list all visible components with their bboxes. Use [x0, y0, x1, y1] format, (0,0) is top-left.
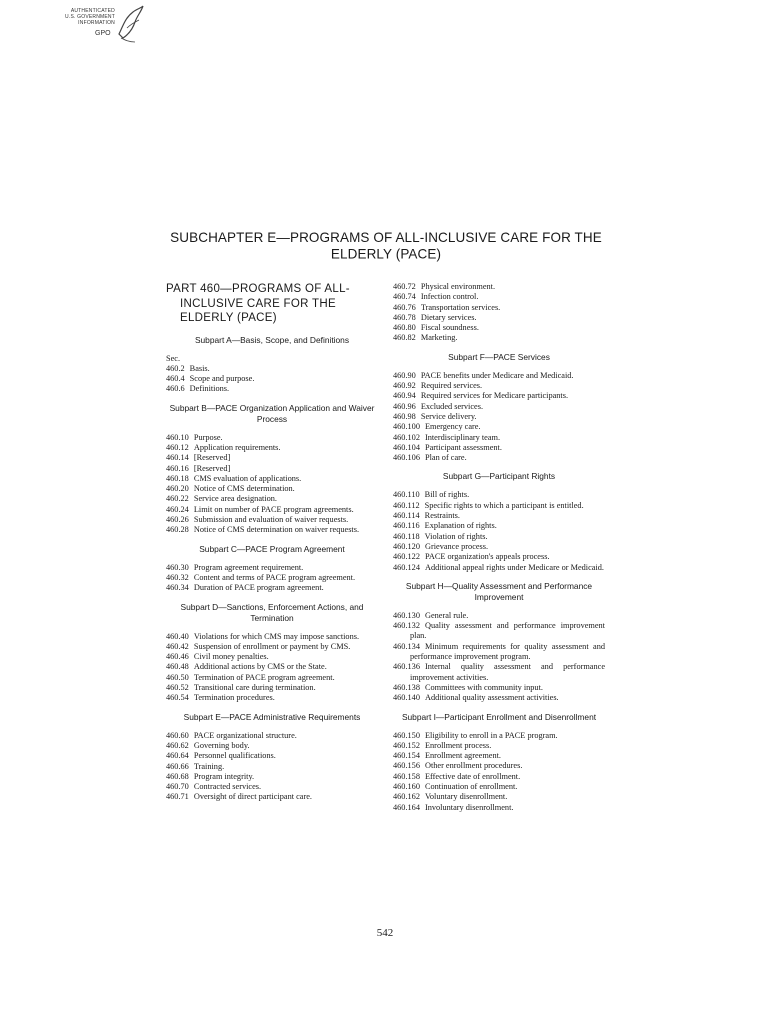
- section-number: 460.100: [393, 422, 420, 432]
- right-sections: [393, 282, 605, 813]
- section-title: PACE benefits under Medicare and Medicaid.: [420, 370, 574, 380]
- section-title: Emergency care.: [424, 422, 481, 432]
- section-number: 460.46: [166, 652, 189, 662]
- section-entry: [166, 374, 378, 384]
- section-entry: [393, 391, 605, 401]
- section-entry: [393, 303, 605, 313]
- section-number: 460.136: [393, 662, 420, 672]
- section-number: 460.130: [393, 610, 420, 620]
- section-title: Civil money penalties.: [193, 652, 269, 662]
- section-title: Program integrity.: [193, 771, 255, 781]
- section-entry: [393, 693, 605, 703]
- section-list: [166, 433, 378, 536]
- section-number: 460.162: [393, 792, 420, 802]
- subpart-heading: Subpart G—Participant Rights: [442, 471, 556, 482]
- section-entry: [393, 412, 605, 422]
- section-entry: [166, 772, 378, 782]
- section-title: Internal quality assessment and performance improvement activities.: [410, 662, 605, 682]
- section-title: Enrollment process.: [424, 740, 492, 750]
- section-list: [166, 563, 378, 594]
- section-entry: [393, 772, 605, 782]
- section-entry: [393, 532, 605, 542]
- section-number: 460.164: [393, 802, 420, 812]
- section-title: Transitional care during termination.: [193, 683, 316, 693]
- section-entry: [393, 381, 605, 391]
- section-title: Service delivery.: [420, 411, 477, 421]
- section-number: 460.10: [166, 432, 189, 442]
- seal-line-1: AUTHENTICATED: [70, 8, 115, 14]
- section-title: Termination procedures.: [193, 693, 275, 703]
- section-number: 460.34: [166, 583, 189, 593]
- left-column: [166, 282, 378, 803]
- section-title: Fiscal soundness.: [420, 323, 479, 333]
- section-entry: [393, 542, 605, 552]
- section-title: Content and terms of PACE program agreement.: [193, 572, 356, 582]
- section-number: 460.82: [393, 333, 416, 343]
- subpart-heading: Subpart C—PACE Program Agreement: [199, 543, 345, 554]
- section-entry: [393, 751, 605, 761]
- section-number: 460.24: [166, 504, 189, 514]
- section-number: 460.122: [393, 552, 420, 562]
- section-title: PACE organizational structure.: [193, 730, 297, 740]
- section-number: 460.52: [166, 683, 189, 693]
- section-title: [Reserved]: [193, 463, 231, 473]
- section-title: Grievance process.: [424, 541, 489, 551]
- section-entry: [166, 642, 378, 652]
- gpo-authentication-seal: [57, 4, 147, 44]
- section-title: Oversight of direct participant care.: [193, 792, 313, 802]
- section-list: [166, 731, 378, 803]
- section-title: Termination of PACE program agreement.: [193, 672, 335, 682]
- section-list: [393, 611, 605, 704]
- section-number: 460.22: [166, 494, 189, 504]
- seal-line-3: INFORMATION: [78, 20, 115, 26]
- section-entry: [393, 422, 605, 432]
- section-entry: [393, 511, 605, 521]
- section-list: [393, 371, 605, 464]
- subpart-heading: Subpart F—PACE Services: [448, 351, 550, 362]
- section-title: Violation of rights.: [424, 531, 488, 541]
- section-title: Transportation services.: [420, 302, 501, 312]
- section-entry: [166, 762, 378, 772]
- section-number: 460.104: [393, 442, 420, 452]
- section-entry: [166, 751, 378, 761]
- section-title: Training.: [193, 761, 225, 771]
- section-title: Additional appeal rights under Medicare or Medicaid.: [424, 562, 604, 572]
- section-entry: [166, 782, 378, 792]
- section-entry: [166, 464, 378, 474]
- section-title: Limit on number of PACE program agreements.: [193, 504, 354, 514]
- section-entry: [393, 611, 605, 621]
- section-entry: [166, 484, 378, 494]
- section-entry: [393, 792, 605, 802]
- section-number: 460.120: [393, 541, 420, 551]
- section-title: Other enrollment procedures.: [424, 761, 523, 771]
- section-number: 460.102: [393, 432, 420, 442]
- section-entry: [393, 501, 605, 511]
- section-entry: [166, 792, 378, 802]
- section-title: Infection control.: [420, 292, 479, 302]
- section-entry: [166, 693, 378, 703]
- section-number: 460.64: [166, 751, 189, 761]
- section-title: Excluded services.: [420, 401, 484, 411]
- section-entry: [166, 652, 378, 662]
- section-number: 460.42: [166, 641, 189, 651]
- section-title: Specific rights to which a participant is entitled.: [424, 500, 584, 510]
- section-entry: [393, 282, 605, 292]
- section-title: Contracted services.: [193, 782, 262, 792]
- section-entry: [393, 782, 605, 792]
- section-entry: [166, 433, 378, 443]
- section-title: Violations for which CMS may impose sanctions.: [193, 631, 360, 641]
- section-number: 460.72: [393, 282, 416, 291]
- section-title: Notice of CMS determination on waiver requests.: [193, 525, 360, 535]
- section-entry: [393, 453, 605, 463]
- section-number: 460.94: [393, 391, 416, 401]
- section-title: Quality assessment and performance improvement plan.: [410, 621, 605, 641]
- section-entry: [393, 443, 605, 453]
- section-title: Interdisciplinary team.: [424, 432, 501, 442]
- section-title: Explanation of rights.: [424, 521, 497, 531]
- section-entry: [393, 741, 605, 751]
- section-entry: [393, 521, 605, 531]
- section-title: Application requirements.: [193, 442, 281, 452]
- section-list: [166, 632, 378, 704]
- section-number: 460.60: [166, 730, 189, 740]
- section-number: 460.132: [393, 621, 420, 631]
- section-entry: [166, 683, 378, 693]
- section-number: 460.156: [393, 761, 420, 771]
- section-number: 460.140: [393, 693, 420, 703]
- section-entry: [393, 333, 605, 343]
- section-list: [166, 364, 378, 395]
- section-title: Minimum requirements for quality assessment and performance improvement program.: [410, 641, 605, 662]
- section-title: Basis.: [189, 363, 210, 373]
- section-number: 460.160: [393, 781, 420, 791]
- section-number: 460.26: [166, 515, 189, 525]
- section-entry: [393, 433, 605, 443]
- section-title: Governing body.: [193, 740, 250, 750]
- section-entry: [393, 323, 605, 333]
- section-number: 460.116: [393, 521, 420, 531]
- section-title: Notice of CMS determination.: [193, 484, 295, 494]
- part-title: PART 460—PROGRAMS OF ALL-INCLUSIVE CARE FOR THE ELDERLY (PACE): [166, 283, 350, 324]
- seal-line-2: U.S. GOVERNMENT: [65, 14, 115, 20]
- section-title: Service area designation.: [193, 494, 277, 504]
- section-entry: [166, 573, 378, 583]
- section-title: Personnel qualifications.: [193, 751, 276, 761]
- section-title: Involuntary disenrollment.: [424, 802, 514, 812]
- section-title: Scope and purpose.: [189, 374, 255, 384]
- section-number: 460.114: [393, 511, 420, 521]
- section-title: Enrollment agreement.: [424, 751, 501, 761]
- section-number: 460.50: [166, 672, 189, 682]
- section-title: Bill of rights.: [424, 490, 470, 500]
- section-title: Eligibility to enroll in a PACE program.: [424, 730, 558, 740]
- section-number: 460.78: [393, 312, 416, 322]
- section-entry: [166, 384, 378, 394]
- section-entry: [393, 371, 605, 381]
- section-entry: [393, 683, 605, 693]
- section-entry: [393, 621, 605, 642]
- section-title: Plan of care.: [424, 453, 467, 463]
- section-title: Participant assessment.: [424, 442, 502, 452]
- section-entry: [393, 761, 605, 771]
- section-entry: [393, 552, 605, 562]
- section-entry: [166, 662, 378, 672]
- sec-label: Sec.: [166, 353, 181, 363]
- section-number: 460.92: [393, 381, 416, 391]
- section-entry: [166, 525, 378, 535]
- section-entry: [393, 313, 605, 323]
- section-number: 460.124: [393, 562, 420, 572]
- section-entry: [166, 583, 378, 593]
- section-number: 460.16: [166, 463, 189, 473]
- section-number: 460.66: [166, 761, 189, 771]
- section-entry: [393, 563, 605, 573]
- subpart-heading: Subpart I—Participant Enrollment and Disenrollment: [401, 711, 597, 722]
- section-number: 460.106: [393, 453, 420, 463]
- subpart-heading: Subpart A—Basis, Scope, and Definitions: [194, 334, 350, 345]
- section-title: PACE organization's appeals process.: [424, 552, 550, 562]
- section-title: Duration of PACE program agreement.: [193, 583, 324, 593]
- section-entry: [166, 453, 378, 463]
- subpart-heading: Subpart E—PACE Administrative Requirements: [183, 711, 361, 722]
- page-number: 542: [376, 927, 394, 939]
- section-number: 460.90: [393, 370, 416, 380]
- section-entry: [166, 673, 378, 683]
- section-title: General rule.: [424, 610, 469, 620]
- section-title: Committees with community input.: [424, 682, 543, 692]
- section-number: 460.98: [393, 411, 416, 421]
- section-title: Restraints.: [424, 511, 460, 521]
- section-number: 460.4: [166, 374, 185, 384]
- section-title: Definitions.: [189, 384, 230, 394]
- section-number: 460.70: [166, 782, 189, 792]
- section-number: 460.54: [166, 693, 189, 703]
- section-title: Marketing.: [420, 333, 458, 343]
- section-entry: [166, 515, 378, 525]
- section-title: Required services.: [420, 381, 483, 391]
- section-entry: [166, 731, 378, 741]
- section-entry: [393, 402, 605, 412]
- section-number: 460.2: [166, 363, 185, 373]
- section-entry: [166, 474, 378, 484]
- section-number: 460.152: [393, 740, 420, 750]
- section-title: Effective date of enrollment.: [424, 771, 521, 781]
- section-number: 460.30: [166, 562, 189, 572]
- left-sections: [166, 335, 378, 803]
- section-number: 460.118: [393, 531, 420, 541]
- section-entry: [393, 642, 605, 663]
- section-entry: [166, 443, 378, 453]
- section-title: Additional actions by CMS or the State.: [193, 662, 327, 672]
- section-entry: [393, 292, 605, 302]
- subpart-heading: Subpart D—Sanctions, Enforcement Actions, and Termination: [180, 601, 364, 623]
- section-number: 460.76: [393, 302, 416, 312]
- section-title: Continuation of enrollment.: [424, 781, 518, 791]
- section-number: 460.20: [166, 484, 189, 494]
- section-number: 460.62: [166, 740, 189, 750]
- chapter-title: SUBCHAPTER E—PROGRAMS OF ALL-INCLUSIVE CARE FOR THE ELDERLY (PACE): [170, 229, 602, 262]
- section-number: 460.112: [393, 500, 420, 510]
- section-entry: [166, 505, 378, 515]
- section-title: [Reserved]: [193, 453, 231, 463]
- section-number: 460.71: [166, 792, 189, 802]
- section-entry: [393, 803, 605, 813]
- section-entry: [393, 731, 605, 741]
- section-number: 460.48: [166, 662, 189, 672]
- section-number: 460.12: [166, 442, 189, 452]
- section-title: Physical environment.: [420, 282, 496, 291]
- seal-gpo-mark: GPO: [95, 30, 111, 37]
- subpart-heading: Subpart B—PACE Organization Application and Waiver Process: [169, 402, 375, 424]
- section-title: CMS evaluation of applications.: [193, 473, 302, 483]
- section-entry: [166, 364, 378, 374]
- section-entry: [166, 494, 378, 504]
- section-number: 460.96: [393, 401, 416, 411]
- section-title: Voluntary disenrollment.: [424, 792, 508, 802]
- section-number: 460.18: [166, 473, 189, 483]
- section-title: Program agreement requirement.: [193, 562, 304, 572]
- section-number: 460.80: [393, 323, 416, 333]
- section-title: Additional quality assessment activities.: [424, 693, 559, 703]
- section-entry: [393, 490, 605, 500]
- section-number: 460.40: [166, 631, 189, 641]
- section-number: 460.74: [393, 292, 416, 302]
- section-title: Required services for Medicare participants.: [420, 391, 569, 401]
- section-entry: [393, 662, 605, 683]
- section-title: Suspension of enrollment or payment by CMS.: [193, 641, 351, 651]
- section-title: Purpose.: [193, 432, 223, 442]
- section-number: 460.158: [393, 771, 420, 781]
- section-number: 460.14: [166, 453, 189, 463]
- subpart-heading: Subpart H—Quality Assessment and Performance Improvement: [405, 580, 593, 602]
- section-number: 460.32: [166, 572, 189, 582]
- section-number: 460.68: [166, 771, 189, 781]
- section-entry: [166, 741, 378, 751]
- eagle-icon: [115, 4, 145, 44]
- section-number: 460.150: [393, 730, 420, 740]
- right-column: [393, 282, 605, 813]
- section-list: [393, 282, 605, 344]
- section-number: 460.138: [393, 682, 420, 692]
- section-entry: [166, 632, 378, 642]
- section-list: [393, 490, 605, 572]
- section-title: Submission and evaluation of waiver requests.: [193, 515, 349, 525]
- section-number: 460.110: [393, 490, 420, 500]
- section-number: 460.154: [393, 751, 420, 761]
- section-number: 460.6: [166, 384, 185, 394]
- section-number: 460.28: [166, 525, 189, 535]
- section-entry: [166, 563, 378, 573]
- section-number: 460.134: [393, 641, 420, 651]
- section-list: [393, 731, 605, 813]
- section-title: Dietary services.: [420, 312, 477, 322]
